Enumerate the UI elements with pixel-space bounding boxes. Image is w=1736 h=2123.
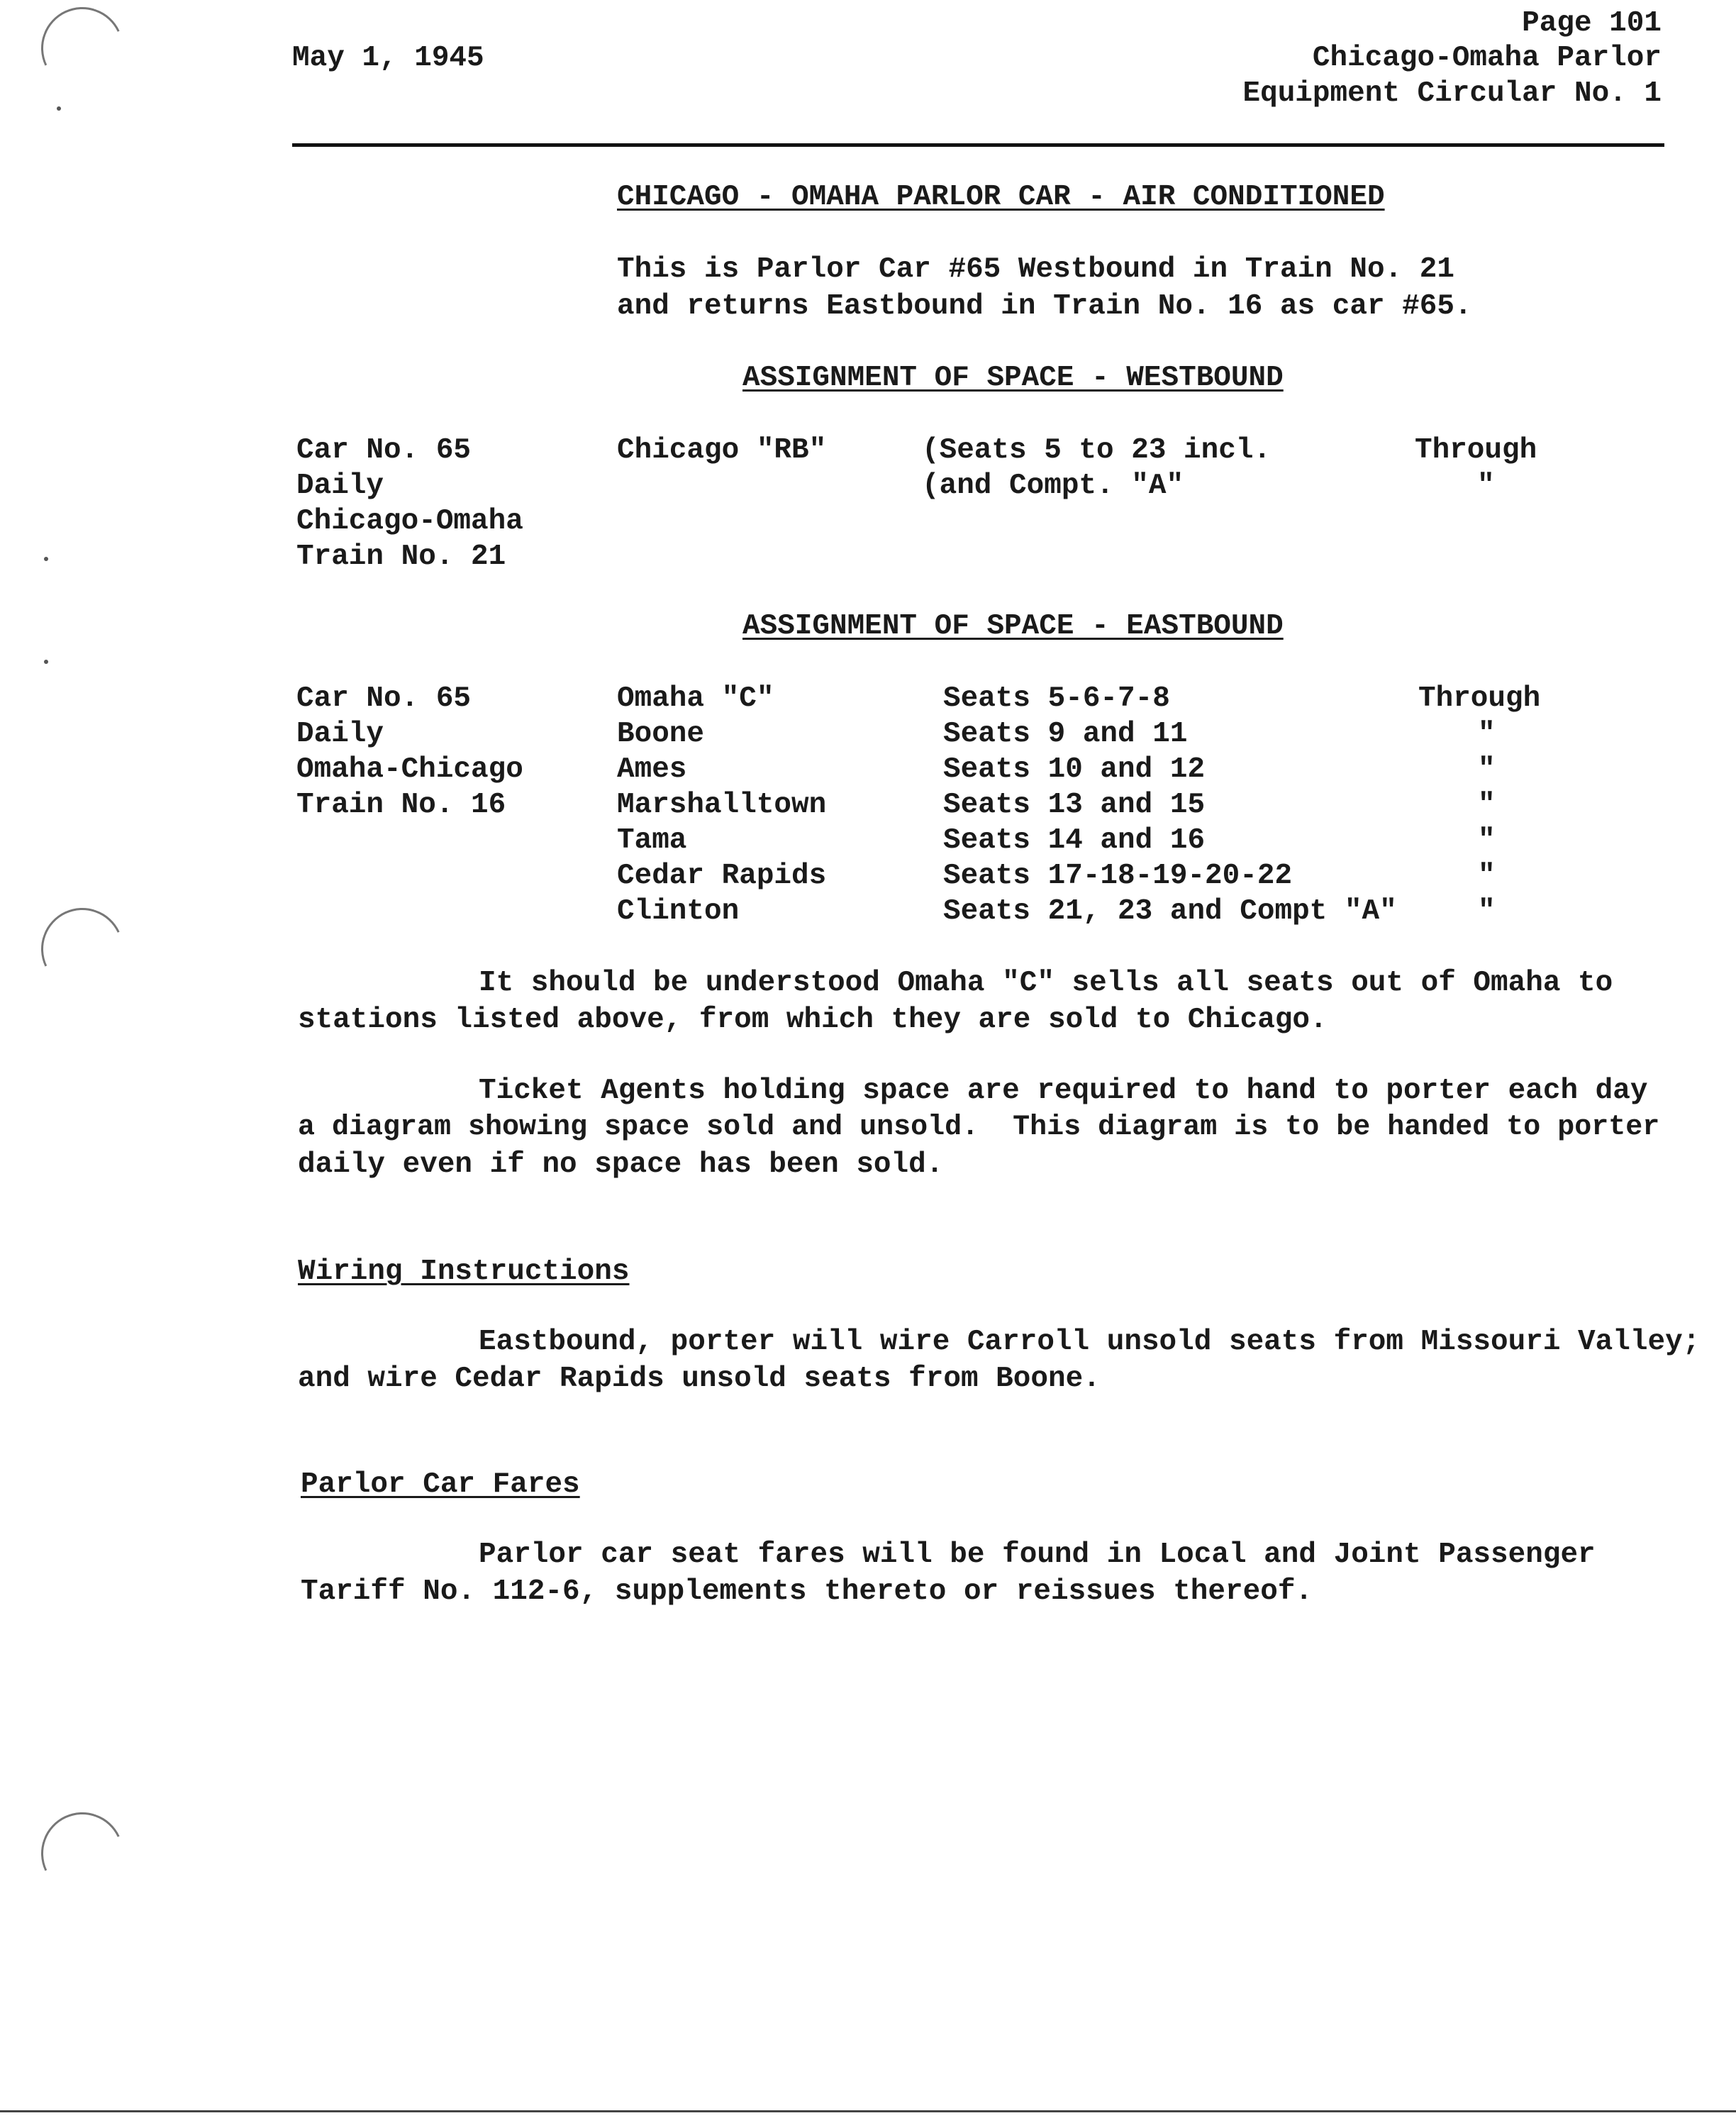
car-info-line: Chicago-Omaha [296, 505, 523, 538]
intro-line-1: This is Parlor Car #65 Westbound in Train No. 21 [617, 253, 1454, 286]
table-row-station: Cedar Rapids [617, 860, 827, 892]
table-row-station: Marshalltown [617, 789, 827, 821]
eastbound-service [1418, 681, 1540, 929]
table-row-station: Tama [617, 824, 687, 857]
fares-heading: Parlor Car Fares [301, 1468, 580, 1501]
header-rule [292, 143, 1664, 147]
table-row-service: " [1478, 753, 1496, 786]
table-row-station: Omaha "C" [617, 682, 774, 715]
table-row-seats: Seats 14 and 16 [943, 824, 1206, 857]
westbound-seats [922, 433, 1271, 504]
car-info-line: Train No. 21 [296, 541, 506, 573]
eastbound-heading: ASSIGNMENT OF SPACE - EASTBOUND [742, 610, 1284, 643]
fares-line-1: Parlor car seat fares will be found in Local and Joint Passenger [479, 1539, 1596, 1571]
document-title: CHICAGO - OMAHA PARLOR CAR - AIR CONDITIONED [617, 181, 1385, 214]
car-info-line: Car No. 65 [296, 434, 472, 467]
wiring-line-2: and wire Cedar Rapids unsold seats from Boone. [298, 1363, 1101, 1395]
speck [57, 106, 61, 111]
table-row-seats: Seats 21, 23 and Compt "A" [943, 895, 1397, 928]
paragraph-1-line-1: It should be understood Omaha "C" sells all seats out of Omaha to [479, 967, 1613, 999]
table-row-station: Clinton [617, 895, 740, 928]
seat-line: (Seats 5 to 23 incl. [922, 434, 1272, 467]
punch-hole-mark-middle [30, 897, 135, 1002]
bottom-scan-edge [0, 2110, 1736, 2112]
service-line: " [1477, 470, 1495, 502]
punch-hole-mark-top [30, 0, 135, 101]
speck [44, 557, 48, 561]
speck [44, 660, 48, 664]
table-row-service: " [1478, 789, 1496, 821]
table-row-service: " [1478, 824, 1496, 857]
wiring-heading: Wiring Instructions [298, 1255, 630, 1288]
eastbound-stations [617, 681, 826, 929]
service-line: Through [1415, 434, 1537, 467]
table-row-station: Boone [617, 718, 705, 750]
table-row-service: Through [1418, 682, 1541, 715]
header-circular: Equipment Circular No. 1 [1242, 77, 1662, 110]
car-info-line: Train No. 16 [296, 789, 506, 821]
header-date: May 1, 1945 [292, 42, 484, 74]
seat-line: (and Compt. "A" [922, 470, 1184, 502]
table-row-service: " [1478, 860, 1496, 892]
car-info-line: Car No. 65 [296, 682, 472, 715]
punch-hole-mark-bottom [30, 1801, 135, 1907]
fares-line-2: Tariff No. 112-6, supplements thereto or reissues thereof. [301, 1575, 1313, 1608]
westbound-station: Chicago "RB" [617, 434, 827, 467]
table-row-service: " [1478, 718, 1496, 750]
car-info-line: Daily [296, 470, 384, 502]
paragraph-2-line-1: Ticket Agents holding space are required to hand to porter each day [479, 1075, 1648, 1107]
intro-line-2: and returns Eastbound in Train No. 16 as car #65. [617, 290, 1472, 323]
table-row-service: " [1478, 895, 1496, 928]
wiring-line-1: Eastbound, porter will wire Carroll unsold seats from Missouri Valley; [479, 1326, 1701, 1358]
car-info-line: Daily [296, 718, 384, 750]
table-row-seats: Seats 17-18-19-20-22 [943, 860, 1293, 892]
paragraph-1-line-2: stations listed above, from which they are sold to Chicago. [298, 1004, 1328, 1036]
eastbound-car-info [296, 681, 523, 823]
westbound-car-info [296, 433, 523, 575]
table-row-seats: Seats 9 and 11 [943, 718, 1188, 750]
westbound-heading: ASSIGNMENT OF SPACE - WESTBOUND [742, 362, 1284, 394]
header-page-number: Page 101 [1522, 7, 1662, 40]
table-row-seats: Seats 10 and 12 [943, 753, 1206, 786]
car-info-line: Omaha-Chicago [296, 753, 523, 786]
westbound-service [1415, 433, 1537, 504]
table-row-seats: Seats 5-6-7-8 [943, 682, 1170, 715]
paragraph-2-line-3: daily even if no space has been sold. [298, 1148, 944, 1181]
table-row-station: Ames [617, 753, 687, 786]
eastbound-seats [943, 681, 1397, 929]
paragraph-2-line-2: a diagram showing space sold and unsold. This diagram is to be handed to porter [298, 1112, 1660, 1143]
table-row-seats: Seats 13 and 15 [943, 789, 1206, 821]
header-route: Chicago-Omaha Parlor [1312, 42, 1662, 74]
